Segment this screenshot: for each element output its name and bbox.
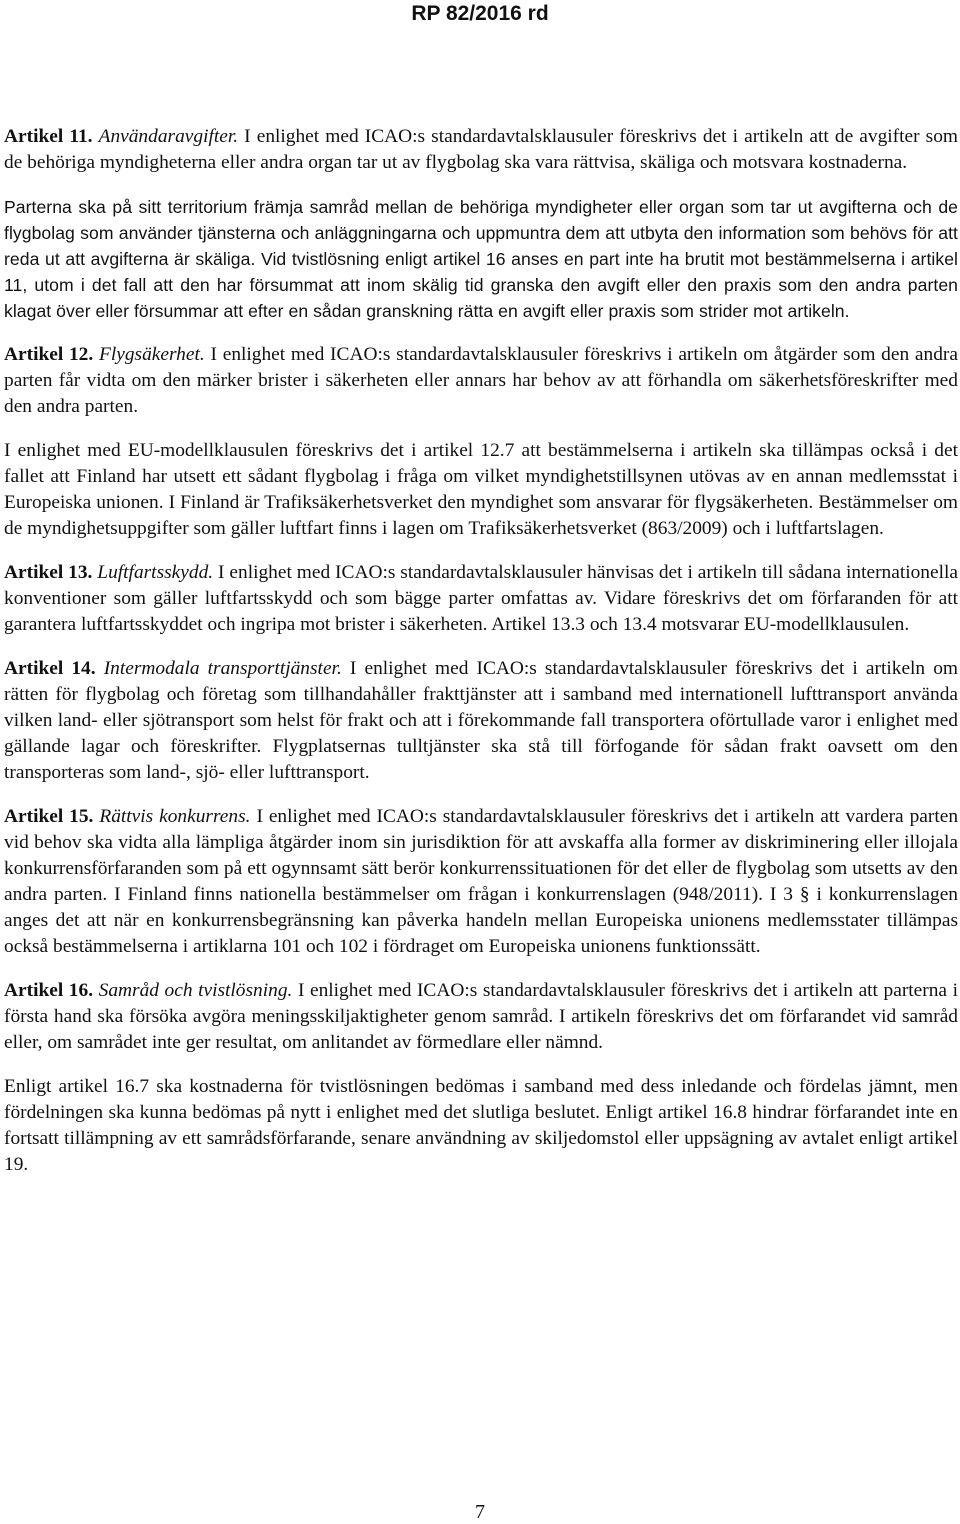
paragraph-text: I enlighet med ICAO:s standardavtalsklausuler föreskrivs det i artikeln om rätten för flygbolag och företag som tillhandahåller frakttjänster att i samband med internationell lufttransport använda vilken land- eller sjötransport som helst för frakt och att i förekommande fall transportera oförtullade varor i enlighet med gällande lagar och föreskrifter. Flygplatsernas tulltjänster ska stå till förfogande för sådan frakt oavsett om den transporteras som land-, sjö- eller lufttransport. xyxy=(4,658,959,783)
article-title: Samråd och tvistlösning. xyxy=(98,980,293,1001)
article-heading: Artikel 14. xyxy=(4,658,96,679)
article-heading: Artikel 11. xyxy=(4,126,93,147)
paragraph-article-16 xyxy=(4,978,958,1056)
paragraph-article-13 xyxy=(4,560,958,638)
document-body xyxy=(4,124,958,1196)
paragraph-text: Enligt artikel 16.7 ska kostnaderna för tvistlösningen bedömas i samband med dess inledande och fördelas jämnt, men fördelningen ska kunna bedömas på nytt i enlighet med det slutliga beslutet. Enligt artikel 16.8 hindrar förfarandet inte en fortsatt tillämpning av ett samrådsförfarande, senare användning av skiljedomstol eller uppsägning av avtalet enligt artikel 19. xyxy=(4,1076,958,1175)
article-title: Flygsäkerhet. xyxy=(99,344,205,365)
article-title: Rättvis konkurrens. xyxy=(99,806,251,827)
paragraph-text: I enlighet med EU-modellklausulen föreskrivs det i artikel 12.7 att bestämmelserna i artikeln ska tillämpas också i det fallet att Finland har utsett ett sådant flygbolag i fråga om vilket myndighetstillsynen utövas av en annan medlemsstat i Europeiska unionen. I Finland är Trafiksäkerhetsverket den myndighet som ansvarar för flygsäkerheten. Bestämmelser om de myndighetsuppgifter som gäller luftfart finns i lagen om Trafiksäkerhetsverket (863/2009) och i luftfartslagen. xyxy=(4,440,958,539)
paragraph-article-11 xyxy=(4,124,958,176)
paragraph-text: I enlighet med ICAO:s standardavtalsklausuler föreskrivs det i artikeln att parterna i första hand ska försöka avgöra meningsskiljaktigheter genom samråd. I artikeln föreskrivs det om förfarandet vid samråd eller, om samrådet inte ger resultat, om anlitandet av förmedlare eller nämnd. xyxy=(4,980,958,1053)
page-number: 7 xyxy=(475,1501,485,1523)
article-title: Användaravgifter. xyxy=(98,126,239,147)
article-heading: Artikel 12. xyxy=(4,344,94,365)
paragraph-article-16-costs xyxy=(4,1074,958,1178)
article-heading: Artikel 15. xyxy=(4,806,94,827)
paragraph-article-14 xyxy=(4,656,958,786)
paragraph-article-12-eu-clause xyxy=(4,438,958,542)
article-heading: Artikel 16. xyxy=(4,980,94,1001)
paragraph-article-11-consultation xyxy=(4,194,958,324)
paragraph-text: I enlighet med ICAO:s standardavtalsklausuler hänvisas det i artikeln till sådana internationella konventioner som gäller luftfartsskydd och som bägge parter omfattas av. Vidare föreskrivs det om förfaranden för att garantera luftfartsskyddet och ingripa mot brister i säkerheten. Artikel 13.3 och 13.4 motsvarar EU-modellklausulen. xyxy=(4,562,958,635)
document-id-header: RP 82/2016 rd xyxy=(411,2,549,25)
paragraph-text: I enlighet med ICAO:s standardavtalsklausuler föreskrivs i artikeln om åtgärder som den andra parten får vidta om den märker brister i säkerheten eller annars har behov av att förhandla om säkerhetsföreskrifter med den andra parten. xyxy=(4,344,958,417)
paragraph-text: I enlighet med ICAO:s standardavtalsklausuler föreskrivs det i artikeln att de avgifter som de behöriga myndigheterna eller andra organ tar ut av flygbolag ska vara rättvisa, skäliga och motsvara kostnaderna. xyxy=(4,126,958,173)
article-title: Luftfartsskydd. xyxy=(97,562,214,583)
paragraph-article-15 xyxy=(4,804,958,960)
article-title: Intermodala transporttjänster. xyxy=(103,658,342,679)
paragraph-text: Parterna ska på sitt territorium främja samråd mellan de behöriga myndigheter eller organ som tar ut avgifterna och de flygbolag som använder tjänsterna och anläggningarna och uppmuntra dem att utbyta den information som behövs för att reda ut att avgifterna är skäliga. Vid tvistlösning enligt artikel 16 anses en part inte ha brutit mot bestämmelserna i artikel 11, utom i det fall att den har försummat att inom skälig tid granska den avgift eller den praxis som den andra parten klagat över eller försummar att efter en sådan granskning rätta en avgift eller praxis som strider mot artikeln. xyxy=(4,197,958,321)
paragraph-text: I enlighet med ICAO:s standardavtalsklausuler föreskrivs det i artikeln att vardera parten vid behov ska vidta alla lämpliga åtgärder inom sin jurisdiktion för att avskaffa alla former av diskriminering eller illojala konkurrensförfaranden som på ett ogynnsamt sätt berör konkurrenssituationen för det eller de flygbolag som utsetts av den andra parten. I Finland finns nationella bestämmelser om frågan i konkurrenslagen (948/2011). I 3 § i konkurrenslagen anges det att när en konkurrensbegränsning kan påverka handeln mellan Europeiska unionens medlemsstater tillämpas också bestämmelserna i artiklarna 101 och 102 i fördraget om Europeiska unionens funktionssätt. xyxy=(4,806,959,957)
article-heading: Artikel 13. xyxy=(4,562,93,583)
paragraph-article-12 xyxy=(4,342,958,420)
